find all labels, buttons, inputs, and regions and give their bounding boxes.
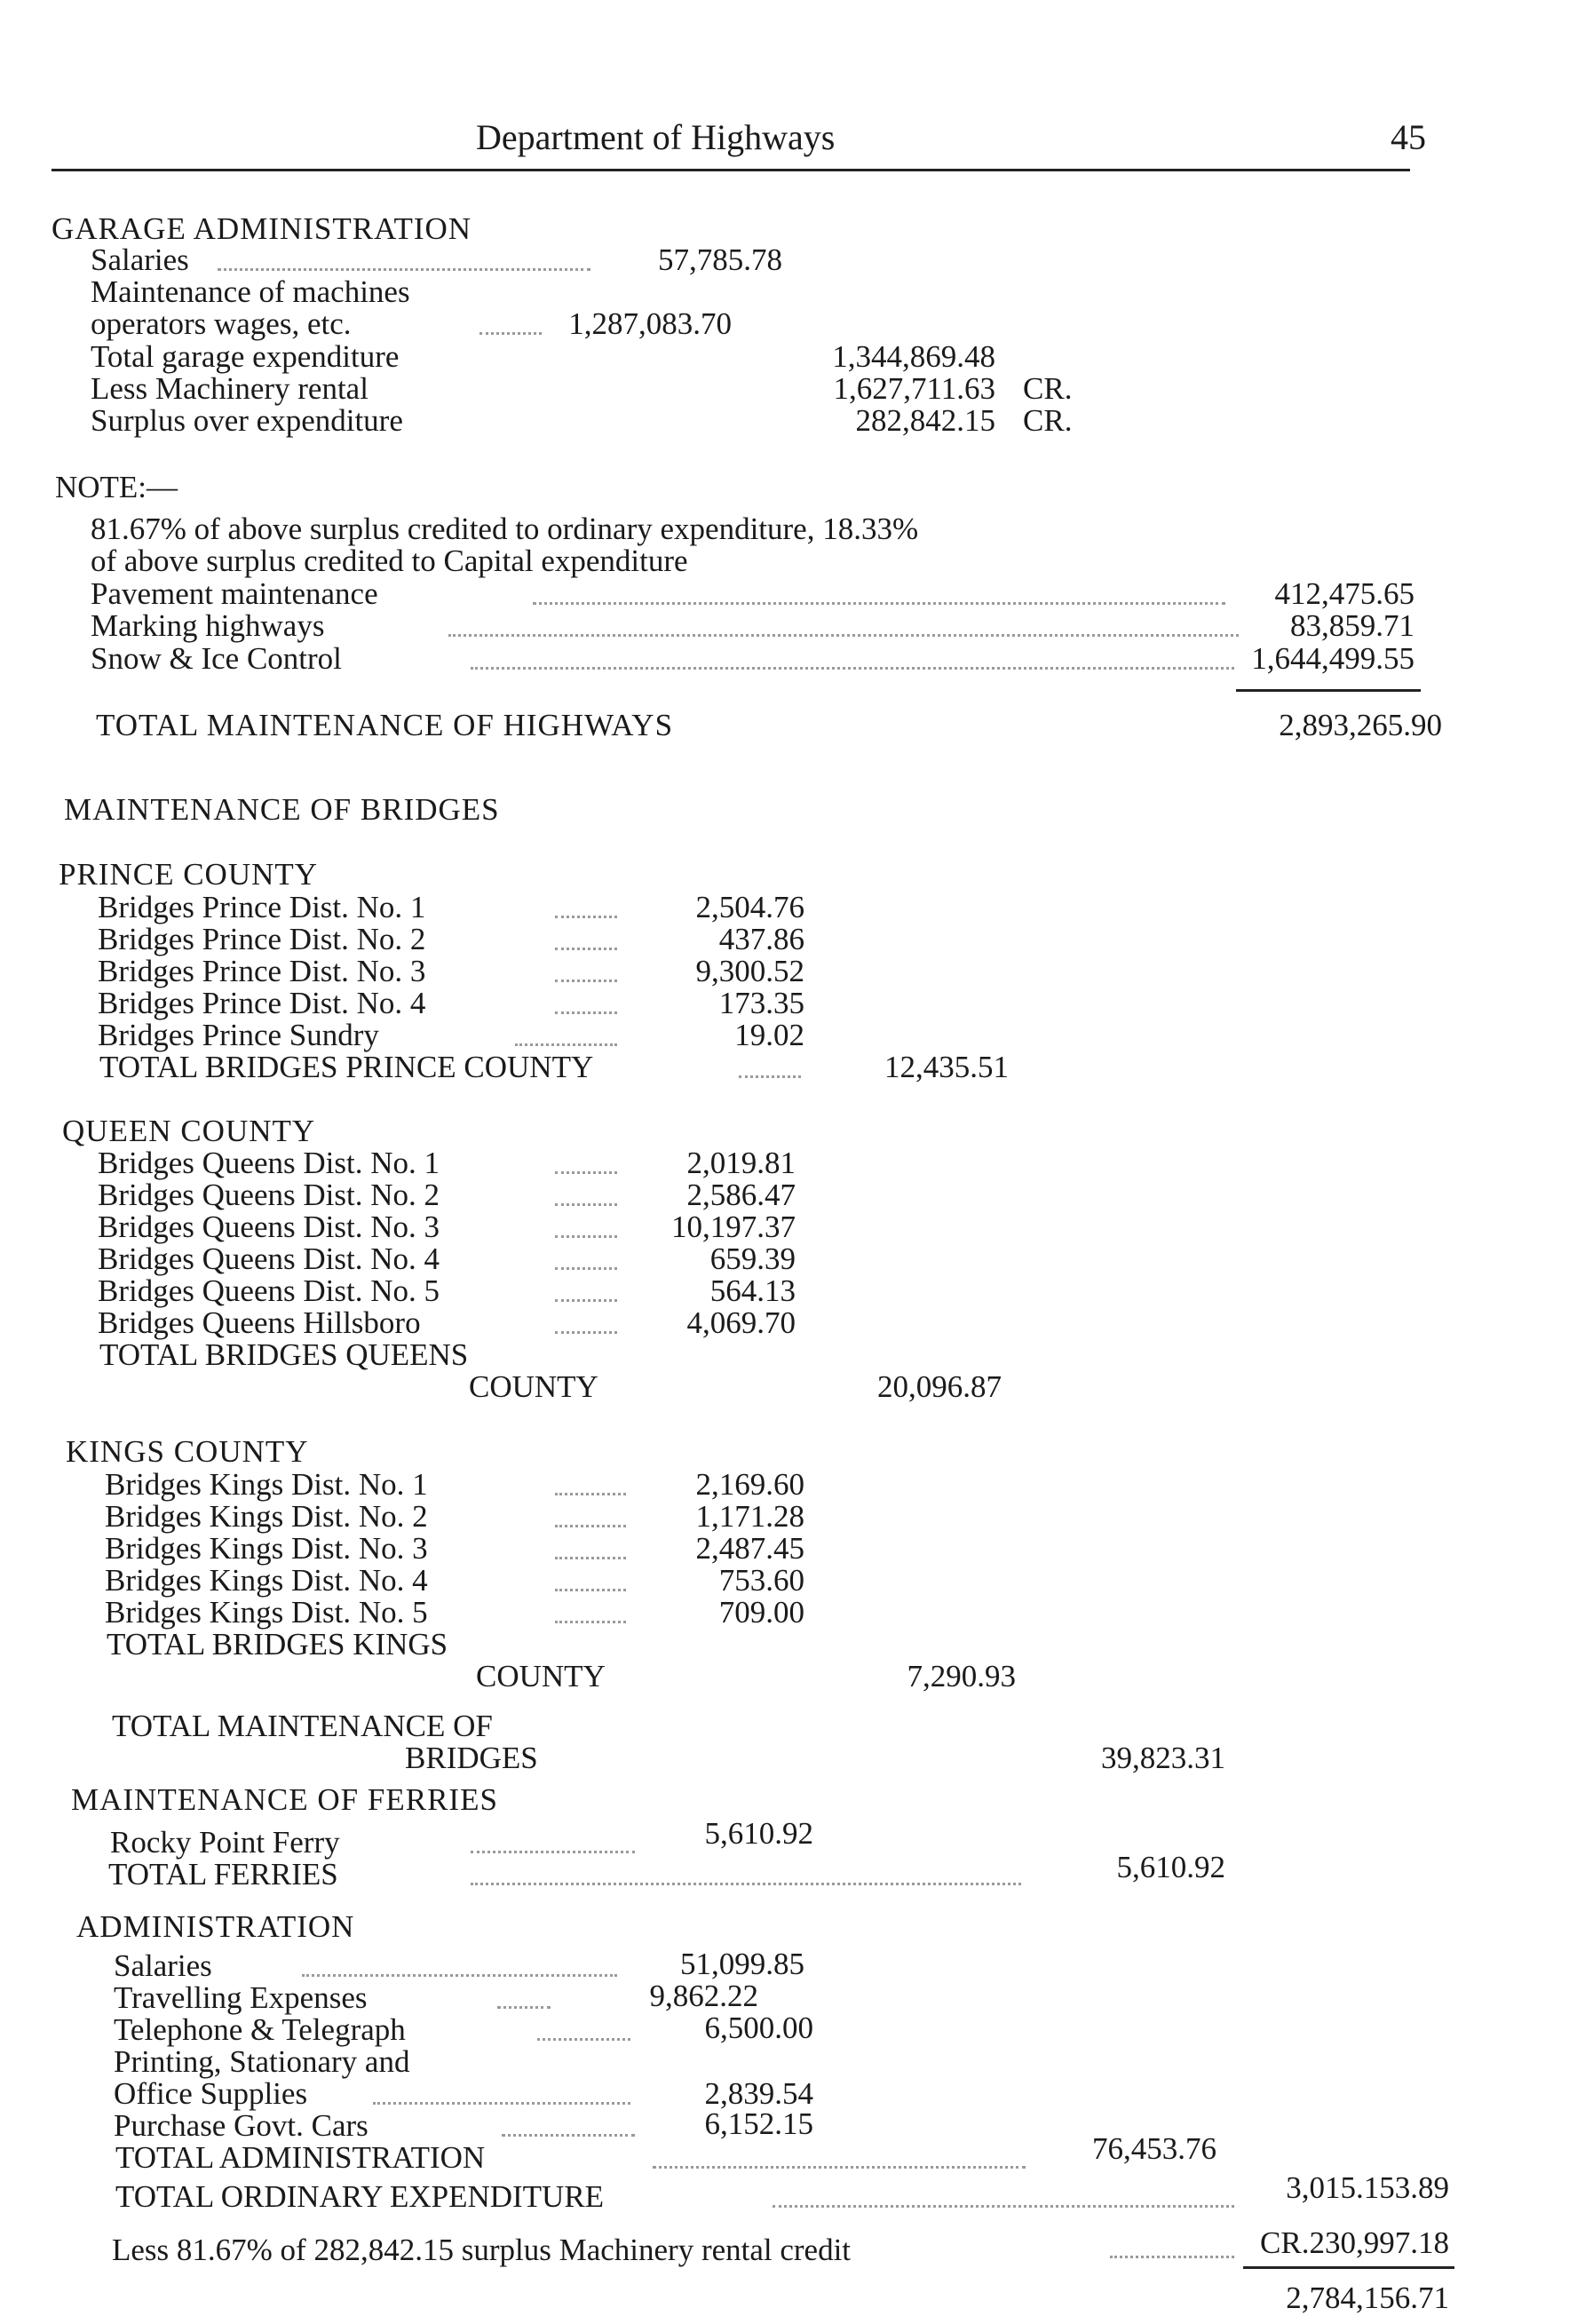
ferries-total-label: TOTAL FERRIES [108, 1857, 338, 1892]
queen-item-value: 4,069.70 [686, 1305, 796, 1340]
garage-maint-label-2: operators wages, etc. [91, 306, 352, 341]
kings-item-label: Bridges Kings Dist. No. 1 [105, 1467, 428, 1502]
leader-dots [773, 2205, 1234, 2208]
queen-item-value: 10,197.37 [671, 1210, 796, 1244]
leader-dots [555, 1235, 617, 1238]
leader-dots [555, 1203, 617, 1206]
bridges-total-value: 39,823.31 [1101, 1741, 1225, 1775]
admin-total-label: TOTAL ADMINISTRATION [115, 2140, 486, 2175]
leader-dots [555, 916, 617, 918]
highways-total-value: 2,893,265.90 [1279, 708, 1442, 742]
garage-maint-value: 1,287,083.70 [568, 306, 732, 341]
garage-surplus-value: 282,842.15 [855, 403, 995, 438]
kings-item-label: Bridges Kings Dist. No. 3 [105, 1531, 428, 1566]
note-line-1: 81.67% of above surplus credited to ordinary expenditure, 18.33% [91, 512, 919, 546]
leader-dots [555, 1011, 617, 1014]
travel-label: Travelling Expenses [114, 1980, 368, 2015]
leader-dots [537, 2038, 630, 2041]
garage-surplus-cr: CR. [1023, 403, 1073, 438]
leader-dots [471, 1883, 1021, 1885]
note-label: NOTE:— [55, 470, 178, 504]
snow-label: Snow & Ice Control [91, 641, 342, 676]
less-credit-value: CR.230,997.18 [1260, 2225, 1449, 2260]
pavement-label: Pavement maintenance [91, 576, 378, 611]
prince-item-value: 9,300.52 [695, 954, 804, 988]
garage-total-label: Total garage expenditure [91, 339, 400, 374]
prince-item-label: Bridges Prince Dist. No. 1 [98, 890, 426, 924]
prince-item-label: Bridges Prince Sundry [98, 1018, 379, 1052]
queen-item-label: Bridges Queens Dist. No. 4 [98, 1241, 440, 1276]
admin-salaries-value: 51,099.85 [680, 1947, 804, 1981]
leader-dots [555, 980, 617, 982]
leader-dots [555, 1621, 626, 1623]
queen-item-label: Bridges Queens Dist. No. 5 [98, 1273, 440, 1308]
prince-item-value: 173.35 [718, 986, 804, 1020]
kings-total-label-2: COUNTY [476, 1659, 606, 1693]
prince-item-value: 19.02 [734, 1018, 804, 1052]
leader-dots [555, 1331, 617, 1334]
prince-item-value: 2,504.76 [695, 890, 804, 924]
kings-total-label-1: TOTAL BRIDGES KINGS [107, 1627, 448, 1662]
leader-dots [218, 268, 590, 271]
bridges-total-label-2: BRIDGES [405, 1741, 538, 1775]
queen-total-label-2: COUNTY [469, 1369, 598, 1404]
leader-dots [555, 948, 617, 950]
queen-item-value: 659.39 [709, 1241, 796, 1276]
ordinary-total-label: TOTAL ORDINARY EXPENDITURE [115, 2179, 605, 2214]
prince-item-label: Bridges Prince Dist. No. 2 [98, 922, 426, 956]
queen-total-label-1: TOTAL BRIDGES QUEENS [99, 1337, 469, 1372]
printing-label-2: Office Supplies [114, 2076, 308, 2111]
less-credit-label: Less 81.67% of 282,842.15 surplus Machinery rental credit [112, 2233, 852, 2267]
garage-salaries-label: Salaries [91, 242, 189, 277]
kings-heading: KINGS COUNTY [66, 1434, 309, 1469]
leader-dots [555, 1525, 626, 1527]
garage-maint-label-1: Maintenance of machines [91, 274, 410, 309]
kings-item-value: 1,171.28 [695, 1499, 804, 1534]
prince-total-value: 12,435.51 [884, 1050, 1009, 1084]
leader-dots [555, 1267, 617, 1270]
ferries-heading: MAINTENANCE OF FERRIES [71, 1782, 498, 1817]
rocky-point-value: 5,610.92 [704, 1816, 813, 1851]
garage-total-value: 1,344,869.48 [832, 339, 995, 374]
net-total-value: 2,784,156.71 [1286, 2280, 1449, 2315]
garage-heading: GARAGE ADMINISTRATION [52, 211, 472, 246]
printing-label-1: Printing, Stationary and [114, 2044, 410, 2079]
queen-heading: QUEEN COUNTY [62, 1114, 316, 1148]
leader-dots [555, 1171, 617, 1174]
pavement-value: 412,475.65 [1274, 576, 1415, 611]
page-number: 45 [1391, 117, 1426, 157]
marking-label: Marking highways [91, 608, 325, 643]
leader-dots [1110, 2256, 1234, 2258]
leader-dots [555, 1589, 626, 1591]
admin-heading: ADMINISTRATION [76, 1909, 355, 1944]
garage-surplus-label: Surplus over expenditure [91, 403, 403, 438]
prince-item-value: 437.86 [718, 922, 804, 956]
kings-item-label: Bridges Kings Dist. No. 4 [105, 1563, 428, 1598]
leader-dots [515, 1043, 617, 1046]
kings-item-value: 709.00 [718, 1595, 804, 1630]
garage-rental-value: 1,627,711.63 [833, 371, 995, 406]
leader-dots [471, 667, 1234, 670]
page-header-title: Department of Highways [476, 117, 836, 157]
leader-dots [471, 1851, 635, 1853]
highways-sum-rule [1236, 689, 1421, 692]
queen-total-value: 20,096.87 [877, 1369, 1002, 1404]
header-rule [52, 169, 1410, 171]
leader-dots [448, 634, 1239, 637]
prince-item-label: Bridges Prince Dist. No. 3 [98, 954, 426, 988]
leader-dots [555, 1557, 626, 1559]
leader-dots [533, 602, 1225, 605]
bridges-heading: MAINTENANCE OF BRIDGES [64, 792, 500, 827]
kings-total-value: 7,290.93 [907, 1659, 1016, 1693]
queen-item-label: Bridges Queens Hillsboro [98, 1305, 421, 1340]
prince-heading: PRINCE COUNTY [59, 857, 319, 892]
leader-dots [497, 2006, 551, 2009]
garage-rental-cr: CR. [1023, 371, 1073, 406]
kings-item-label: Bridges Kings Dist. No. 2 [105, 1499, 428, 1534]
queen-item-label: Bridges Queens Dist. No. 2 [98, 1178, 440, 1212]
summary-sum-rule [1243, 2266, 1454, 2269]
queen-item-value: 2,019.81 [686, 1146, 796, 1180]
cars-value: 6,152.15 [704, 2106, 813, 2141]
leader-dots [739, 1075, 801, 1078]
marking-value: 83,859.71 [1290, 608, 1415, 643]
leader-dots [479, 332, 542, 335]
queen-item-label: Bridges Queens Dist. No. 1 [98, 1146, 440, 1180]
garage-rental-label: Less Machinery rental [91, 371, 368, 406]
kings-item-value: 753.60 [718, 1563, 804, 1598]
queen-item-label: Bridges Queens Dist. No. 3 [98, 1210, 440, 1244]
kings-item-value: 2,487.45 [695, 1531, 804, 1566]
kings-item-label: Bridges Kings Dist. No. 5 [105, 1595, 428, 1630]
note-line-2: of above surplus credited to Capital expenditure [91, 543, 688, 578]
leader-dots [302, 1974, 617, 1977]
ordinary-total-value: 3,015.153.89 [1286, 2170, 1449, 2205]
snow-value: 1,644,499.55 [1251, 641, 1415, 676]
queen-item-value: 2,586.47 [686, 1178, 796, 1212]
prince-total-label: TOTAL BRIDGES PRINCE COUNTY [99, 1050, 594, 1084]
leader-dots [653, 2166, 1026, 2169]
admin-salaries-label: Salaries [114, 1948, 212, 1983]
cars-label: Purchase Govt. Cars [114, 2108, 368, 2143]
leader-dots [502, 2134, 635, 2137]
garage-salaries-value: 57,785.78 [658, 242, 782, 277]
travel-value: 9,862.22 [649, 1979, 758, 2013]
queen-item-value: 564.13 [709, 1273, 796, 1308]
kings-item-value: 2,169.60 [695, 1467, 804, 1502]
prince-item-label: Bridges Prince Dist. No. 4 [98, 986, 426, 1020]
printing-value: 2,839.54 [704, 2076, 813, 2111]
bridges-total-label-1: TOTAL MAINTENANCE OF [112, 1709, 493, 1743]
phone-value: 6,500.00 [704, 2011, 813, 2045]
leader-dots [373, 2102, 630, 2105]
rocky-point-label: Rocky Point Ferry [110, 1825, 340, 1860]
leader-dots [555, 1493, 626, 1495]
leader-dots [555, 1299, 617, 1302]
phone-label: Telephone & Telegraph [114, 2012, 406, 2047]
ferries-total-value: 5,610.92 [1116, 1850, 1225, 1884]
admin-total-value: 76,453.76 [1092, 2131, 1216, 2166]
highways-total-label: TOTAL MAINTENANCE OF HIGHWAYS [96, 708, 674, 742]
